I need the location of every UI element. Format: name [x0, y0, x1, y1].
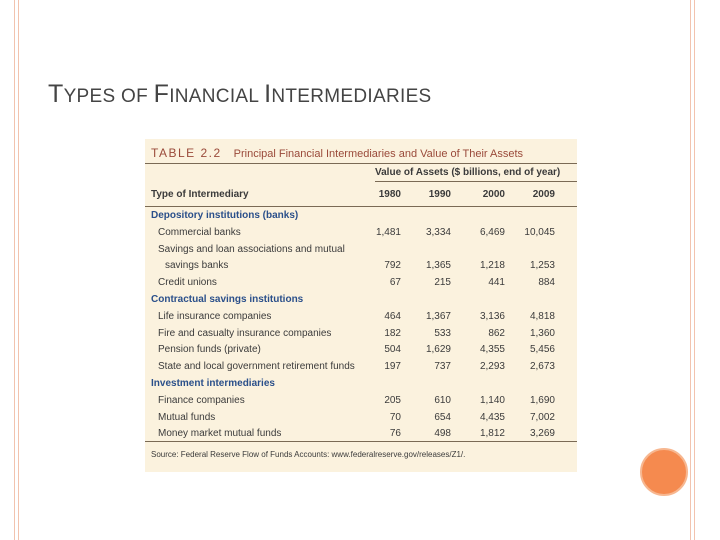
- table-row: [145, 328, 577, 344]
- type-header: Type of Intermediary: [151, 189, 249, 200]
- cell-value: 76: [389, 428, 401, 440]
- cell-value: 2,293: [479, 361, 505, 373]
- year-header: 2009: [532, 189, 555, 200]
- left-border-decoration: [14, 0, 19, 540]
- caption-rule: [145, 163, 577, 164]
- table-row: [145, 277, 577, 293]
- section-header-row: [145, 378, 577, 394]
- cell-value: 2,673: [529, 361, 555, 373]
- year-header: 2000: [482, 189, 505, 200]
- table-row: [145, 412, 577, 428]
- table-row: [145, 344, 577, 360]
- row-label: Finance companies: [158, 394, 245, 406]
- cell-value: 862: [488, 327, 505, 339]
- year-header: 1990: [428, 189, 451, 200]
- cell-value: 4,818: [529, 310, 555, 322]
- slide-title: [48, 80, 432, 109]
- cell-value: 6,469: [479, 226, 505, 238]
- cell-value: 792: [384, 260, 401, 272]
- section-header-row: [145, 294, 577, 310]
- row-label: Savings and loan associations and mutual: [158, 243, 345, 255]
- table-row: [145, 311, 577, 327]
- row-label: Pension funds (private): [158, 344, 261, 356]
- section-label: Contractual savings institutions: [151, 294, 304, 305]
- cell-value: 10,045: [524, 226, 555, 238]
- table-row: [145, 260, 577, 276]
- row-label: savings banks: [165, 260, 229, 272]
- cell-value: 1,365: [425, 260, 451, 272]
- cell-value: 1,140: [479, 394, 505, 406]
- cell-value: 4,355: [479, 344, 505, 356]
- cell-value: 464: [384, 310, 401, 322]
- cell-value: 182: [384, 327, 401, 339]
- table-row: [145, 227, 577, 243]
- cell-value: 7,002: [529, 411, 555, 423]
- cell-value: 1,629: [425, 344, 451, 356]
- cell-value: 884: [538, 277, 555, 289]
- cell-value: 610: [434, 394, 451, 406]
- section-label: Depository institutions (banks): [151, 210, 299, 221]
- right-border-decoration: [690, 0, 695, 540]
- cell-value: 3,136: [479, 310, 505, 322]
- header-rule: [145, 206, 577, 207]
- row-label: Life insurance companies: [158, 310, 272, 322]
- title-part: INANCIAL: [169, 86, 265, 107]
- table-title: Principal Financial Intermediaries and Value of Their Assets: [233, 148, 524, 160]
- table-number: TABLE 2.2: [151, 146, 222, 160]
- cell-value: 1,367: [425, 310, 451, 322]
- cell-value: 1,481: [375, 226, 401, 238]
- cell-value: 533: [434, 327, 451, 339]
- cell-value: 737: [434, 361, 451, 373]
- section-header-row: [145, 210, 577, 226]
- table-bottom-rule: [145, 441, 577, 442]
- table-row: [145, 361, 577, 377]
- column-header-row: [145, 189, 577, 205]
- section-label: Investment intermediaries: [151, 378, 275, 389]
- year-header: 1980: [378, 189, 401, 200]
- cell-value: 197: [384, 361, 401, 373]
- cell-value: 205: [384, 394, 401, 406]
- financial-intermediaries-table: [145, 139, 577, 472]
- cell-value: 1,253: [529, 260, 555, 272]
- row-label: Commercial banks: [158, 226, 241, 238]
- table-caption: [151, 146, 523, 160]
- table-row: [145, 395, 577, 411]
- cell-value: 1,812: [479, 428, 505, 440]
- title-part: F: [153, 80, 170, 108]
- cell-value: 1,218: [479, 260, 505, 272]
- row-label: Credit unions: [158, 277, 217, 289]
- title-part: YPES OF: [63, 86, 154, 107]
- row-label: Fire and casualty insurance companies: [158, 327, 332, 339]
- table-row: [145, 244, 577, 260]
- title-part: I: [264, 80, 272, 108]
- value-header-rule: [375, 181, 577, 182]
- cell-value: 3,269: [529, 428, 555, 440]
- cell-value: 504: [384, 344, 401, 356]
- cell-value: 215: [434, 277, 451, 289]
- cell-value: 441: [488, 277, 505, 289]
- table-source-note: Source: Federal Reserve Flow of Funds Accounts: www.federalreserve.gov/releases/Z1/.: [151, 450, 466, 459]
- cell-value: 498: [434, 428, 451, 440]
- title-part: NTERMEDIARIES: [271, 86, 432, 107]
- value-header: Value of Assets ($ billions, end of year): [375, 167, 561, 178]
- title-part: T: [48, 80, 64, 108]
- cell-value: 70: [389, 411, 401, 423]
- cell-value: 4,435: [479, 411, 505, 423]
- row-label: Money market mutual funds: [158, 428, 282, 440]
- cell-value: 1,690: [529, 394, 555, 406]
- cell-value: 654: [434, 411, 451, 423]
- cell-value: 67: [389, 277, 401, 289]
- cell-value: 1,360: [529, 327, 555, 339]
- cell-value: 5,456: [529, 344, 555, 356]
- row-label: Mutual funds: [158, 411, 216, 423]
- row-label: State and local government retirement funds: [158, 361, 355, 373]
- cell-value: 3,334: [425, 226, 451, 238]
- orange-circle-decoration: [640, 448, 688, 496]
